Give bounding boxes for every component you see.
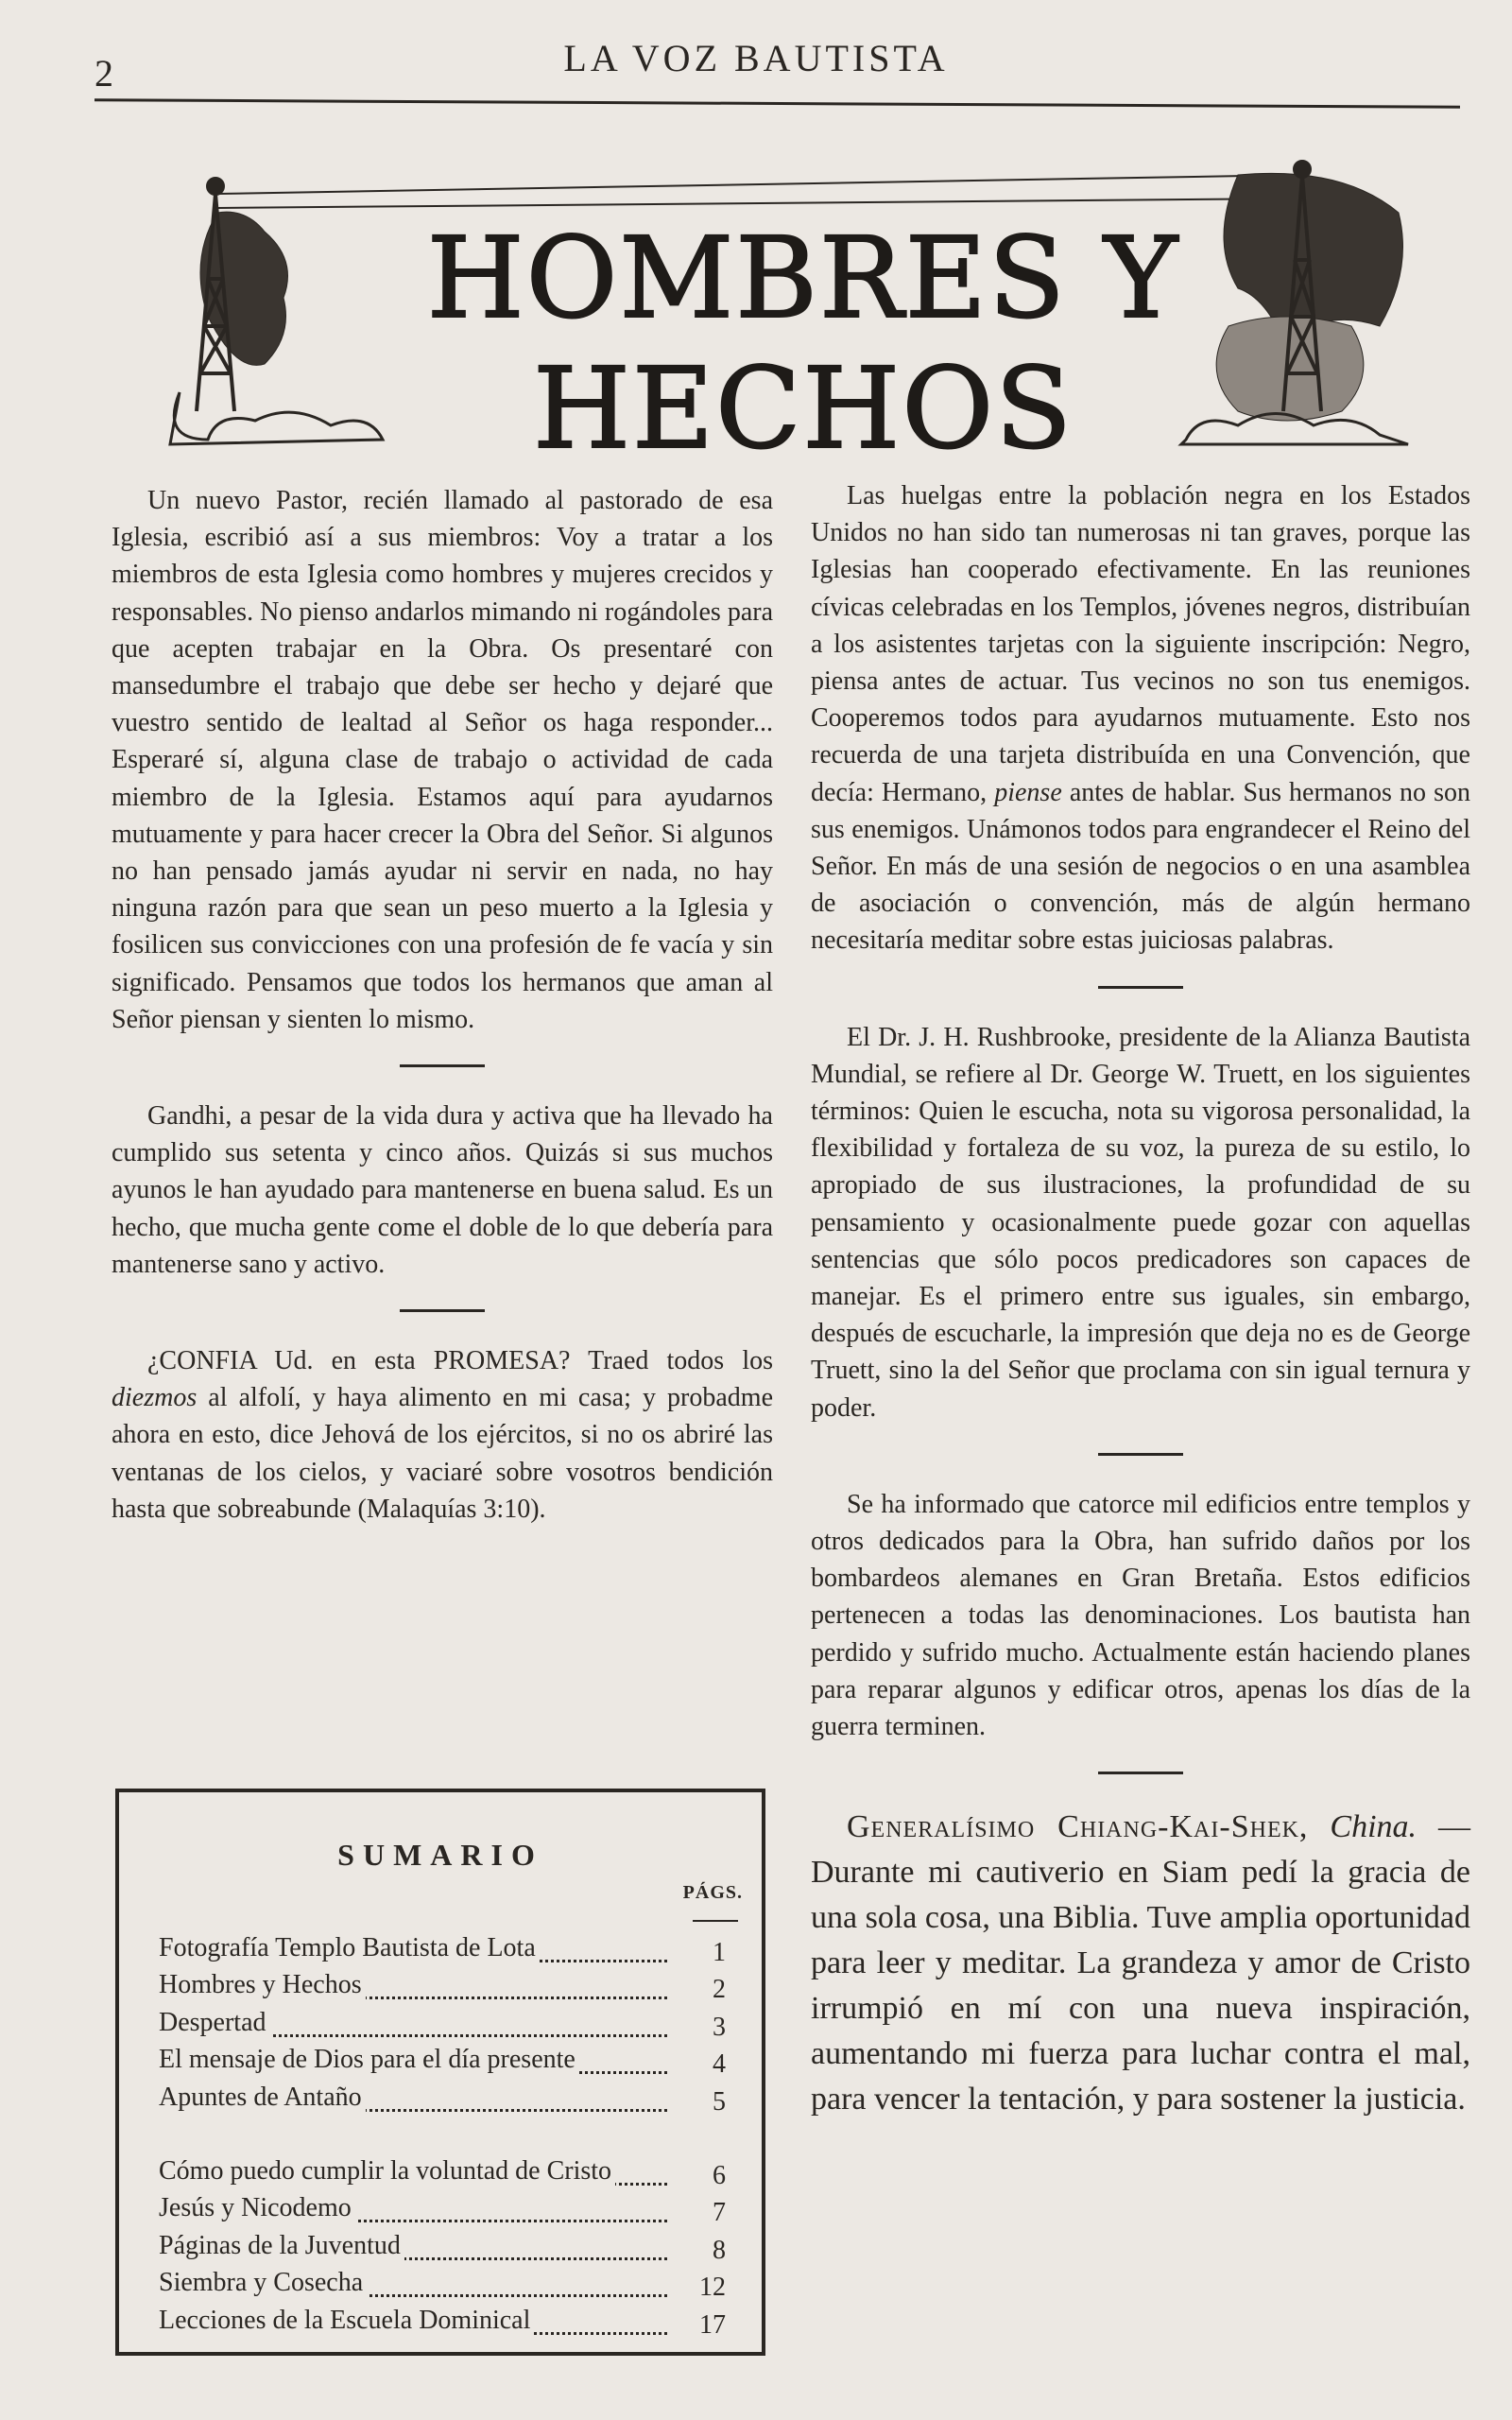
toc-item: [159, 2045, 726, 2083]
toc-item: [159, 2082, 726, 2119]
toc-item-page: 2: [713, 1975, 726, 2004]
toc-item-page: 1: [713, 1937, 726, 1967]
toc-item: [159, 2193, 726, 2231]
sumario-box: [115, 1789, 765, 2356]
article-chiang-kai-shek: [811, 1805, 1470, 2122]
toc-item: [159, 2305, 726, 2342]
toc-item-page: 3: [713, 2012, 726, 2042]
separator: [400, 1064, 485, 1067]
huelgas-text-b: antes de hablar. Sus hermanos no son sus enemigos. Unámonos todos para engrandecer el Reino del Señor. En más de una sesión de negocios o en una asamblea de asociación o convención, más de algún hermano necesitaría meditar sobre estas juiciosas palabras.: [811, 777, 1470, 956]
transmission-lines: [217, 175, 1299, 208]
article-new-pastor: Un nuevo Pastor, recién llamado al pastorado de esa Iglesia, escribió así a sus miembros: Voy a tratar a los miembros de esta Iglesia como hombres y mujeres crecidos y responsables. No pienso andarlos mimando ni rogándoles para que acepten trabajar en la Obra. Os presentaré con mansedumbre el trabajo que debe ser hecho y dejaré que vuestro sentido de lealtad al Señor os haga responder... Esperaré sí, alguna clase de trabajo o actividad de cada miembro de la Iglesia. Estamos aquí para ayudarnos mutuamente y para hacer crecer la Obra del Señor. Si algunos no han pensado jamás ayudar ni servir en nada, no hay ninguna razón para que sean un peso muerto a la Iglesia y fosilicen sus convicciones con una profesión de fe vacía y sin significado. Pensamos que todos los hermanos que aman al Señor piensan y sienten lo mismo.: [112, 486, 773, 1034]
article-bombardeos: Se ha informado que catorce mil edificios entre templos y otros dedicados para la Obra, han sufrido daños por los bombardeos alemanes en Gran Bretaña. Estos edificios pertenecen a todas las denominaciones. Los bautista han perdido y sufrido mucho. Actualmente están haciendo planes para reparar algunos y edificar otros, apenas los días de la guerra terminen.: [811, 1489, 1470, 1742]
toc-item-title: Lecciones de la Escuela Dominical: [159, 2306, 534, 2335]
promesa-text-a: ¿CONFIA Ud. en esta PROMESA? Traed todos los: [147, 1346, 773, 1376]
huelgas-text-a: Las huelgas entre la población negra en los Estados Unidos no han sido tan numerosas ni tan graves, porque las Iglesias han cooperado efectivamente. En las reuniones cívicas celebradas en los Templos, jóvenes negros, distribuían a los asistentes tarjetas con la siguiente inscripción: Negro, piensa antes de actuar. Tus vecinos no son tus enemigos. Cooperemos todos para ayudarnos mutuamente. Esto nos recuerda de una tarjeta distribuída en una Convención, que decía: Hermano,: [811, 481, 1470, 807]
article-promesa: [112, 1342, 773, 1528]
toc-item-page: 7: [713, 2198, 726, 2227]
toc-item: [159, 2230, 726, 2268]
toc-item-page: 4: [713, 2049, 726, 2079]
article-rushbrooke: El Dr. J. H. Rushbrooke, presidente de la Alianza Bautista Mundial, se refiere al Dr. George W. Truett, en los siguientes términos: Quien le escucha, nota su vigorosa personalidad, la flexibilidad y fortaleza de su voz, la pureza de su estilo, lo apropiado de sus ilustraciones, la profundidad de su pensamiento y ocasionalmente puede gozar con aquellas sentencias que sólo pocos predicadores son capaces de manejar. Es el primero entre sus iguales, sin embargo, después de escucharle, la impresión que deja no es de George Truett, sino la del Señor que proclama con sin igual ternura y poder.: [811, 1022, 1470, 1423]
left-column: [112, 482, 773, 1528]
toc-item-title: Cómo puedo cumplir la voluntad de Cristo: [159, 2156, 615, 2186]
toc-item-title: Apuntes de Antaño: [159, 2083, 366, 2112]
separator: [1098, 986, 1183, 989]
promesa-emphasis: diezmos: [112, 1383, 198, 1413]
sumario-title: SUMARIO: [337, 1838, 543, 1872]
pages-label: PÁGS.: [682, 1882, 743, 1903]
toc-item: [159, 1932, 726, 1970]
banner-title: HOMBRES Y HECHOS: [426, 213, 1180, 474]
huelgas-emphasis: piense: [994, 777, 1062, 807]
toc-item: [159, 2007, 726, 2045]
chiang-name: Generalísimo Chiang-Kai-Shek,: [847, 1809, 1309, 1845]
separator: [1098, 1453, 1183, 1456]
toc-item: [159, 2119, 726, 2193]
separator: [1098, 1772, 1183, 1774]
chiang-place: China.: [1330, 1809, 1418, 1845]
right-column: [811, 477, 1470, 2122]
toc-item-page: 17: [699, 2309, 726, 2340]
toc-item-title: El mensaje de Dios para el día presente: [159, 2045, 579, 2074]
toc-item-page: 8: [713, 2235, 726, 2265]
toc-item-title: Despertad: [159, 2008, 270, 2037]
toc-item: [159, 2268, 726, 2306]
promesa-text-b: al alfolí, y haya alimento en mi casa; y probadme ahora en esto, dice Jehová de los ejércitos, si no os abriré las ventanas de los cielos, y vaciaré sobre vosotros bendición hasta que sobreabunde (Malaquías 3:10).: [112, 1383, 773, 1524]
running-title: LA VOZ BAUTISTA: [563, 37, 949, 79]
toc-item-title: Fotografía Templo Bautista de Lota: [159, 1933, 540, 1962]
table-of-contents: [159, 1932, 726, 2342]
chiang-quote: — Durante mi cautiverio en Siam pedí la gracia de una sola cosa, una Biblia. Tuve amplia oportunidad para leer y meditar. La grandeza y amor de Cristo irrumpió en mí con una nueva inspiración, aumentando mi fuerza para luchar contra el mal, para vencer la tentación, y para sostener la justicia.: [811, 1809, 1470, 2118]
toc-item-page: 5: [713, 2086, 726, 2117]
toc-item-title: Hombres y Hechos: [159, 1970, 366, 1999]
toc-item-title: Siembra y Cosecha: [159, 2268, 367, 2297]
article-huelgas: [811, 477, 1470, 959]
header-rule: [94, 98, 1460, 109]
toc-item-page: 12: [699, 2273, 726, 2302]
page-number: 2: [94, 52, 113, 95]
separator: [400, 1309, 485, 1312]
toc-item: [159, 1970, 726, 2008]
toc-item-page: 6: [713, 2160, 726, 2190]
toc-item-title: Jesús y Nicodemo: [159, 2193, 355, 2222]
section-banner: [151, 156, 1418, 474]
article-gandhi: Gandhi, a pesar de la vida dura y activa que ha llevado ha cumplido sus setenta y cinco años. Quizás si sus muchos ayunos le han ayudado para mantenerse en buena salud. Es un hecho, que mucha gente come el doble de lo que debería para mantenerse sano y activo.: [112, 1101, 773, 1279]
pages-rule: [693, 1920, 738, 1922]
toc-item-title: Páginas de la Juventud: [159, 2231, 404, 2260]
